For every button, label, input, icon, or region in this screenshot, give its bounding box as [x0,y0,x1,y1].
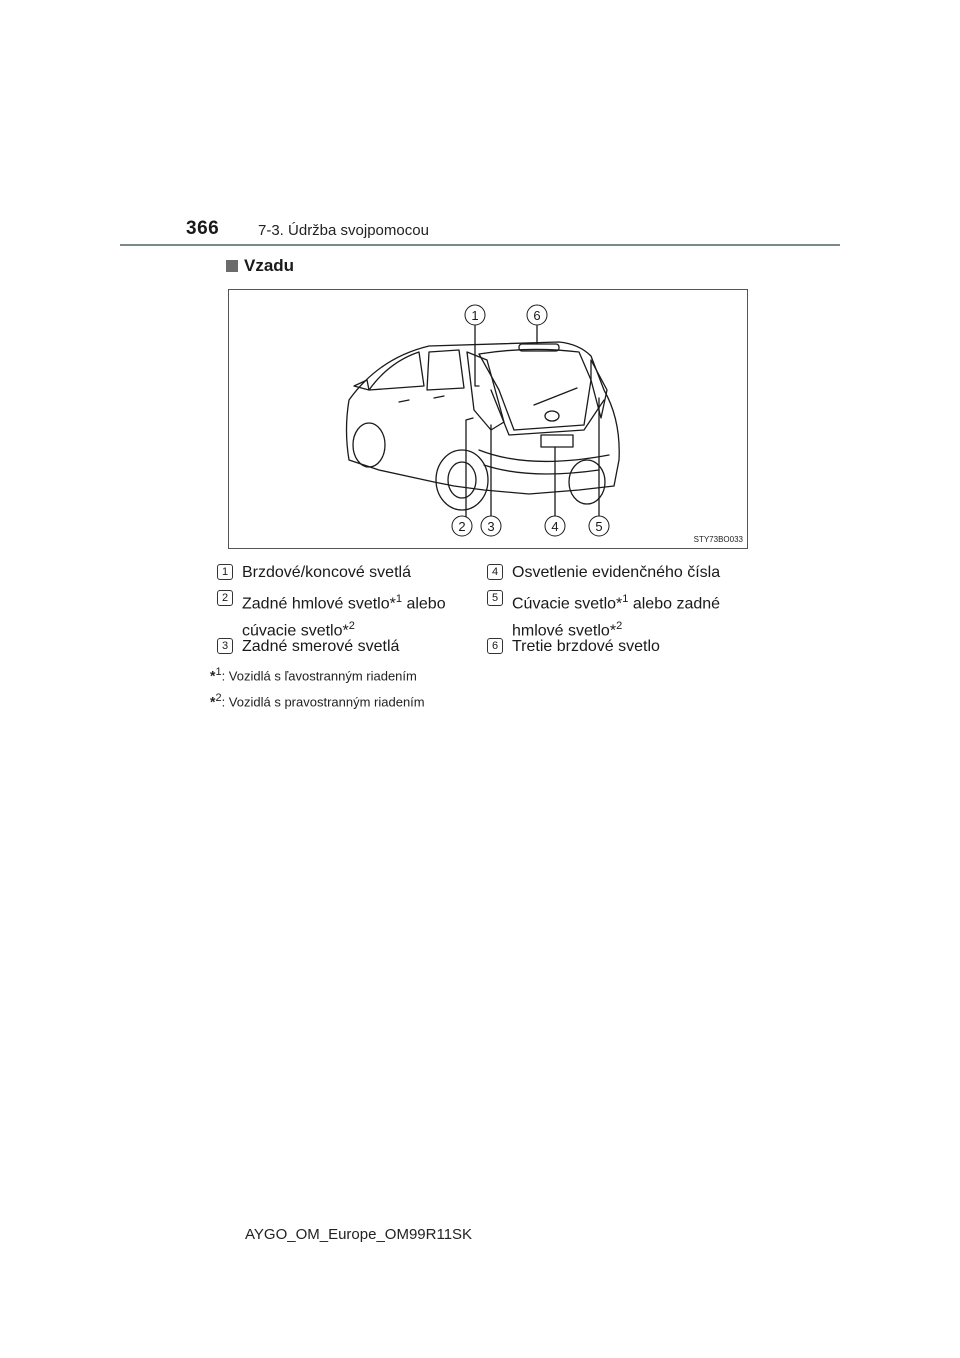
callout-4: 4 [551,519,559,534]
legend-number-4: 4 [487,564,503,580]
page-number: 366 [186,218,220,239]
legend-text-5: Cúvacie svetlo*$^1$ alebo zadné hmlové svetlo*$^2$ [512,593,721,640]
callout-6: 6 [533,308,541,323]
subheading [226,256,294,276]
callout-1: 1 [471,308,479,323]
document-footer: AYGO_OM_Europe_OM99R11SK [245,1226,473,1243]
header-divider [120,244,840,246]
car-rear-illustration [229,290,749,550]
section-title: 7-3. Údržba svojpomocou [258,222,429,239]
license-plate [541,435,573,447]
legend-number-2: 2 [217,590,233,606]
legend-text-2: Zadné hmlové svetlo*$^1$ alebo cúvacie svetlo*$^2$ [242,593,446,640]
footnote-2: *$^2$: Vozidlá s pravostranným riadením [210,692,425,710]
callout-5: 5 [595,519,603,534]
legend-text-4: Osvetlenie evidenčného čísla [512,564,721,581]
legend-text-1: Brzdové/koncové svetlá [242,564,411,581]
legend-number-6: 6 [487,638,503,654]
legend-number-1: 1 [217,564,233,580]
car-body-outline [347,342,620,494]
subheading-text: Vzadu [244,256,295,275]
rear-lights-figure [228,289,748,549]
callout-2: 2 [458,519,466,534]
legend-number-3: 3 [217,638,233,654]
footnote-1: *$^1$: Vozidlá s ľavostranným riadením [210,666,417,684]
legend-number-5: 5 [487,590,503,606]
figure-code: STY73BO033 [693,535,743,544]
legend-text-3: Zadné smerové svetlá [242,638,400,655]
callout-3: 3 [487,519,495,534]
legend-text-6: Tretie brzdové svetlo [512,638,660,655]
square-bullet-icon [226,260,238,272]
